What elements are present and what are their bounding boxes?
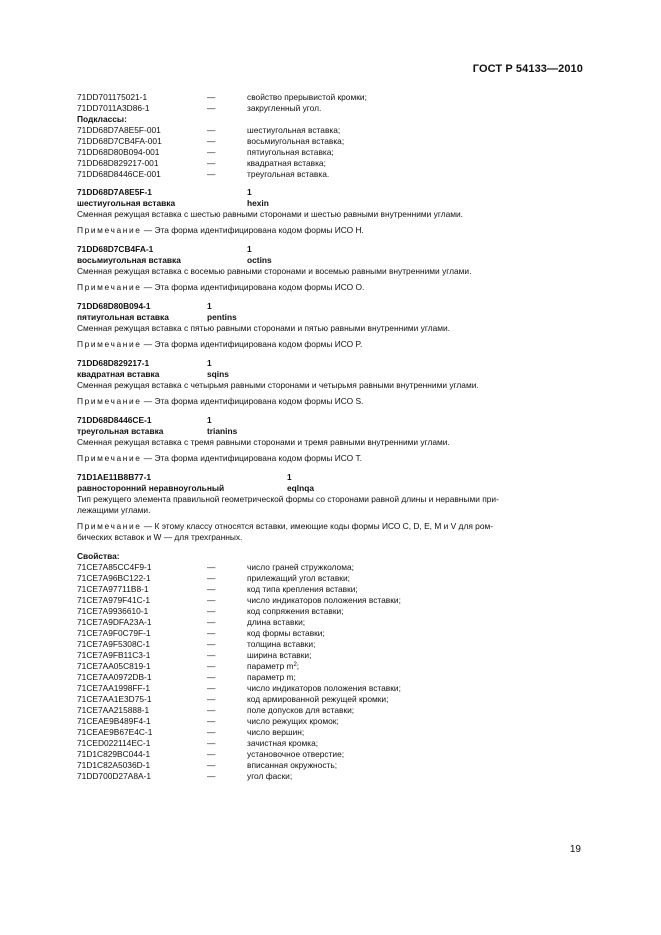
property-item: [77, 650, 583, 661]
entry-note-line-2: бических вставок и W — для трехгранных.: [77, 532, 243, 542]
dash: —: [207, 617, 216, 627]
entry-pentagonal: [77, 301, 583, 350]
property-code: 71CED022114EC-1: [77, 738, 151, 748]
entry-name: пятиугольная вставка: [77, 312, 169, 322]
dash: —: [207, 705, 216, 715]
property-code: 71CE7A9936610-1: [77, 606, 149, 616]
note-label: Примечание: [77, 339, 142, 349]
note-label: Примечание: [77, 453, 142, 463]
property-desc: зачистная кромка;: [247, 738, 319, 748]
property-item: [77, 771, 583, 782]
dash: —: [207, 672, 216, 682]
entry-short-name: trianins: [207, 426, 238, 436]
entry-definition-line-2: лежащими углами.: [77, 505, 151, 515]
property-desc: число вершин;: [247, 727, 305, 737]
property-code: 71CE7AA1998FF-1: [77, 683, 151, 693]
entry-version: 1: [207, 415, 212, 425]
property-item: [77, 606, 583, 617]
dash: —: [207, 749, 216, 759]
property-desc: [247, 661, 299, 672]
entry-code: 71DD68D7A8E5F-1: [77, 187, 152, 197]
dash: —: [207, 771, 216, 781]
property-code: 71CE7A9FB11C3-1: [77, 650, 151, 660]
property-item: [77, 639, 583, 650]
note-text: — К этому классу относятся вставки, имеющие коды формы ИСО C, D, E, M и V для ром-: [141, 521, 494, 531]
dash: —: [207, 683, 216, 693]
dash: —: [207, 103, 216, 113]
item-desc: свойство прерывистой кромки;: [247, 92, 367, 102]
property-item: [77, 760, 583, 771]
dash: —: [207, 639, 216, 649]
property-desc: число граней стружколома;: [247, 562, 354, 572]
page-number: 19: [569, 844, 581, 855]
entry-name: равносторонний неравноугольный: [77, 483, 225, 493]
dash: —: [207, 606, 216, 616]
item-code: 71DD7011A3D86-1: [77, 103, 150, 113]
dash: —: [207, 562, 216, 572]
entry-version: 1: [207, 301, 212, 311]
property-desc: вписанная окружность;: [247, 760, 338, 770]
list-item: [77, 92, 583, 103]
property-code: 71CE7AA05C819-1: [77, 661, 151, 671]
property-item: [77, 562, 583, 573]
property-code: 71CE7A979F41C-1: [77, 595, 151, 605]
subclasses-label: Подклассы:: [77, 114, 127, 124]
subclass-item: [77, 169, 583, 180]
subclass-code: 71DD68D80B094-001: [77, 147, 160, 157]
note-text: — Эта форма идентифицирована кодом формы ИСО P.: [141, 339, 363, 349]
property-desc: толщина вставки;: [247, 639, 316, 649]
property-item: [77, 716, 583, 727]
entry-short-name: sqins: [207, 369, 229, 379]
property-desc-text: параметр m: [247, 661, 294, 671]
property-desc: прилежащий угол вставки;: [247, 573, 350, 583]
property-desc: число индикаторов положения вставки;: [247, 683, 401, 693]
entry-code: 71DD68D7CB4FA-1: [77, 244, 154, 254]
property-item: [77, 683, 583, 694]
subclass-code: 71DD68D7CB4FA-001: [77, 136, 162, 146]
entry-version: 1: [207, 358, 212, 368]
property-item: [77, 727, 583, 738]
property-item: [77, 694, 583, 705]
property-desc-tail: ;: [296, 661, 300, 671]
dash: —: [207, 573, 216, 583]
entry-triangular: [77, 415, 583, 464]
subclass-item: [77, 147, 583, 158]
entry-short-name: hexin: [247, 198, 269, 208]
note-text: — Эта форма идентифицирована кодом формы ИСО H.: [141, 225, 364, 235]
entry-code: 71DD68D80B094-1: [77, 301, 151, 311]
property-desc: число индикаторов положения вставки;: [247, 595, 401, 605]
entry-definition-line-1: Тип режущего элемента правильной геометрической формы со сторонами равной длины и неравными при-: [77, 494, 499, 504]
entry-name: восьмиугольная вставка: [77, 255, 181, 265]
property-desc: поле допусков для вставки;: [247, 705, 355, 715]
entry-note: [77, 453, 583, 464]
property-desc: число режущих кромок;: [247, 716, 339, 726]
subclass-desc: треугольная вставка.: [247, 169, 330, 179]
property-desc: код типа крепления вставки;: [247, 584, 358, 594]
note-text: — Эта форма идентифицирована кодом формы ИСО T.: [141, 453, 362, 463]
superscript: 2: [293, 662, 297, 668]
entry-octagonal: [77, 244, 583, 293]
entry-code: 71DD68D829217-1: [77, 358, 150, 368]
entry-definition: Сменная режущая вставка с четырьмя равными сторонами и четырьмя равными внутренними углами.: [77, 380, 479, 390]
property-code: 71DD700D27A8A-1: [77, 771, 152, 781]
list-item: [77, 103, 583, 114]
property-desc: установочное отверстие;: [247, 749, 345, 759]
subclass-item: [77, 125, 583, 136]
property-desc: угол фаски;: [247, 771, 293, 781]
entry-square: [77, 358, 583, 407]
note-label: Примечание: [77, 225, 142, 235]
dash: —: [207, 760, 216, 770]
subclass-desc: восьмиугольная вставка;: [247, 136, 345, 146]
entry-note: [77, 396, 583, 407]
property-code: 71CE7A9DFA23A-1: [77, 617, 152, 627]
property-item: [77, 749, 583, 760]
entry-version: 1: [247, 187, 252, 197]
entry-definition: Сменная режущая вставка с пятью равными сторонами и пятью равными внутренними углами.: [77, 323, 451, 333]
dash: —: [207, 650, 216, 660]
property-item: [77, 705, 583, 716]
property-code: 71CEAE9B489F4-1: [77, 716, 151, 726]
note-label: Примечание: [77, 521, 142, 531]
dash: —: [207, 716, 216, 726]
dash: —: [207, 694, 216, 704]
entry-version: 1: [247, 244, 252, 254]
property-desc: ширина вставки;: [247, 650, 312, 660]
dash: —: [207, 738, 216, 748]
property-desc: длина вставки;: [247, 617, 306, 627]
dash: —: [207, 727, 216, 737]
dash: —: [207, 92, 216, 102]
property-code: 71CE7A97711B8-1: [77, 584, 149, 594]
entry-name: квадратная вставка: [77, 369, 160, 379]
property-code: 71CE7AA1E3D75-1: [77, 694, 152, 704]
property-desc: параметр m;: [247, 672, 296, 682]
property-code: 71CE7A9F5308C-1: [77, 639, 151, 649]
item-desc: закругленный угол.: [247, 103, 322, 113]
property-desc: код формы вставки;: [247, 628, 325, 638]
subclass-code: 71DD68D829217-001: [77, 158, 159, 168]
entry-note: [77, 282, 583, 293]
subclass-code: 71DD68D8446CE-001: [77, 169, 161, 179]
dash: —: [207, 125, 216, 135]
property-item: [77, 672, 583, 683]
property-code: 71CE7A96BC122-1: [77, 573, 151, 583]
document-body: [77, 92, 583, 782]
property-item: [77, 573, 583, 584]
property-item: [77, 738, 583, 749]
note-label: Примечание: [77, 282, 142, 292]
property-item: [77, 584, 583, 595]
entry-definition: Сменная режущая вставка с восемью равными сторонами и восемью равными внутренними углами.: [77, 266, 472, 276]
subclass-desc: шестиугольная вставка;: [247, 125, 341, 135]
dash: —: [207, 158, 216, 168]
dash: —: [207, 628, 216, 638]
entry-definition: Сменная режущая вставка с тремя равными сторонами и тремя равными внутренними углами.: [77, 437, 450, 447]
entry-name: треугольная вставка: [77, 426, 164, 436]
property-code: 71D1C82A5036D-1: [77, 760, 151, 770]
note-text: — Эта форма идентифицирована кодом формы ИСО O.: [141, 282, 365, 292]
subclass-item: [77, 158, 583, 169]
properties-list: [77, 562, 583, 782]
entry-definition: Сменная режущая вставка с шестью равными сторонами и шестью равными внутренними углами.: [77, 209, 463, 219]
dash: —: [207, 136, 216, 146]
property-desc: код сопряжения вставки;: [247, 606, 344, 616]
entry-short-name: octins: [247, 255, 272, 265]
property-code: 71CE7AA0972DB-1: [77, 672, 152, 682]
property-item: [77, 661, 583, 672]
entry-hexagonal: [77, 187, 583, 236]
dash: —: [207, 169, 216, 179]
property-code: 71CE7A85CC4F9-1: [77, 562, 152, 572]
subclass-item: [77, 136, 583, 147]
property-code: 71CE7A9F0C79F-1: [77, 628, 151, 638]
entry-short-name: pentins: [207, 312, 237, 322]
property-item: [77, 628, 583, 639]
dash: —: [207, 661, 216, 671]
entry-equilateral-non-equiangular: [77, 472, 583, 543]
entry-version: 1: [287, 472, 292, 482]
entry-note-line-1: [77, 521, 583, 532]
entry-code: 71DD68D8446CE-1: [77, 415, 152, 425]
entry-short-name: eqlnqa: [287, 483, 314, 493]
property-item: [77, 595, 583, 606]
entry-note: [77, 225, 583, 236]
property-desc: код армированной режущей кромки;: [247, 694, 389, 704]
note-text: — Эта форма идентифицирована кодом формы ИСО S.: [141, 396, 364, 406]
entry-code: 71D1AE11B8B77-1: [77, 472, 152, 482]
property-code: 71CEAE9B67E4C-1: [77, 727, 153, 737]
property-item: [77, 617, 583, 628]
property-code: 71D1C829BC044-1: [77, 749, 151, 759]
note-label: Примечание: [77, 396, 142, 406]
standard-header: ГОСТ Р 54133—2010: [472, 63, 583, 75]
entry-name: шестиугольная вставка: [77, 198, 176, 208]
item-code: 71DD701175021-1: [77, 92, 148, 102]
entry-note: [77, 339, 583, 350]
dash: —: [207, 595, 216, 605]
property-code: 71CE7AA215888-1: [77, 705, 150, 715]
dash: —: [207, 147, 216, 157]
subclass-desc: квадратная вставка;: [247, 158, 326, 168]
dash: —: [207, 584, 216, 594]
subclass-desc: пятиугольная вставка;: [247, 147, 334, 157]
properties-label: Свойства:: [77, 551, 120, 561]
subclass-code: 71DD68D7A8E5F-001: [77, 125, 161, 135]
